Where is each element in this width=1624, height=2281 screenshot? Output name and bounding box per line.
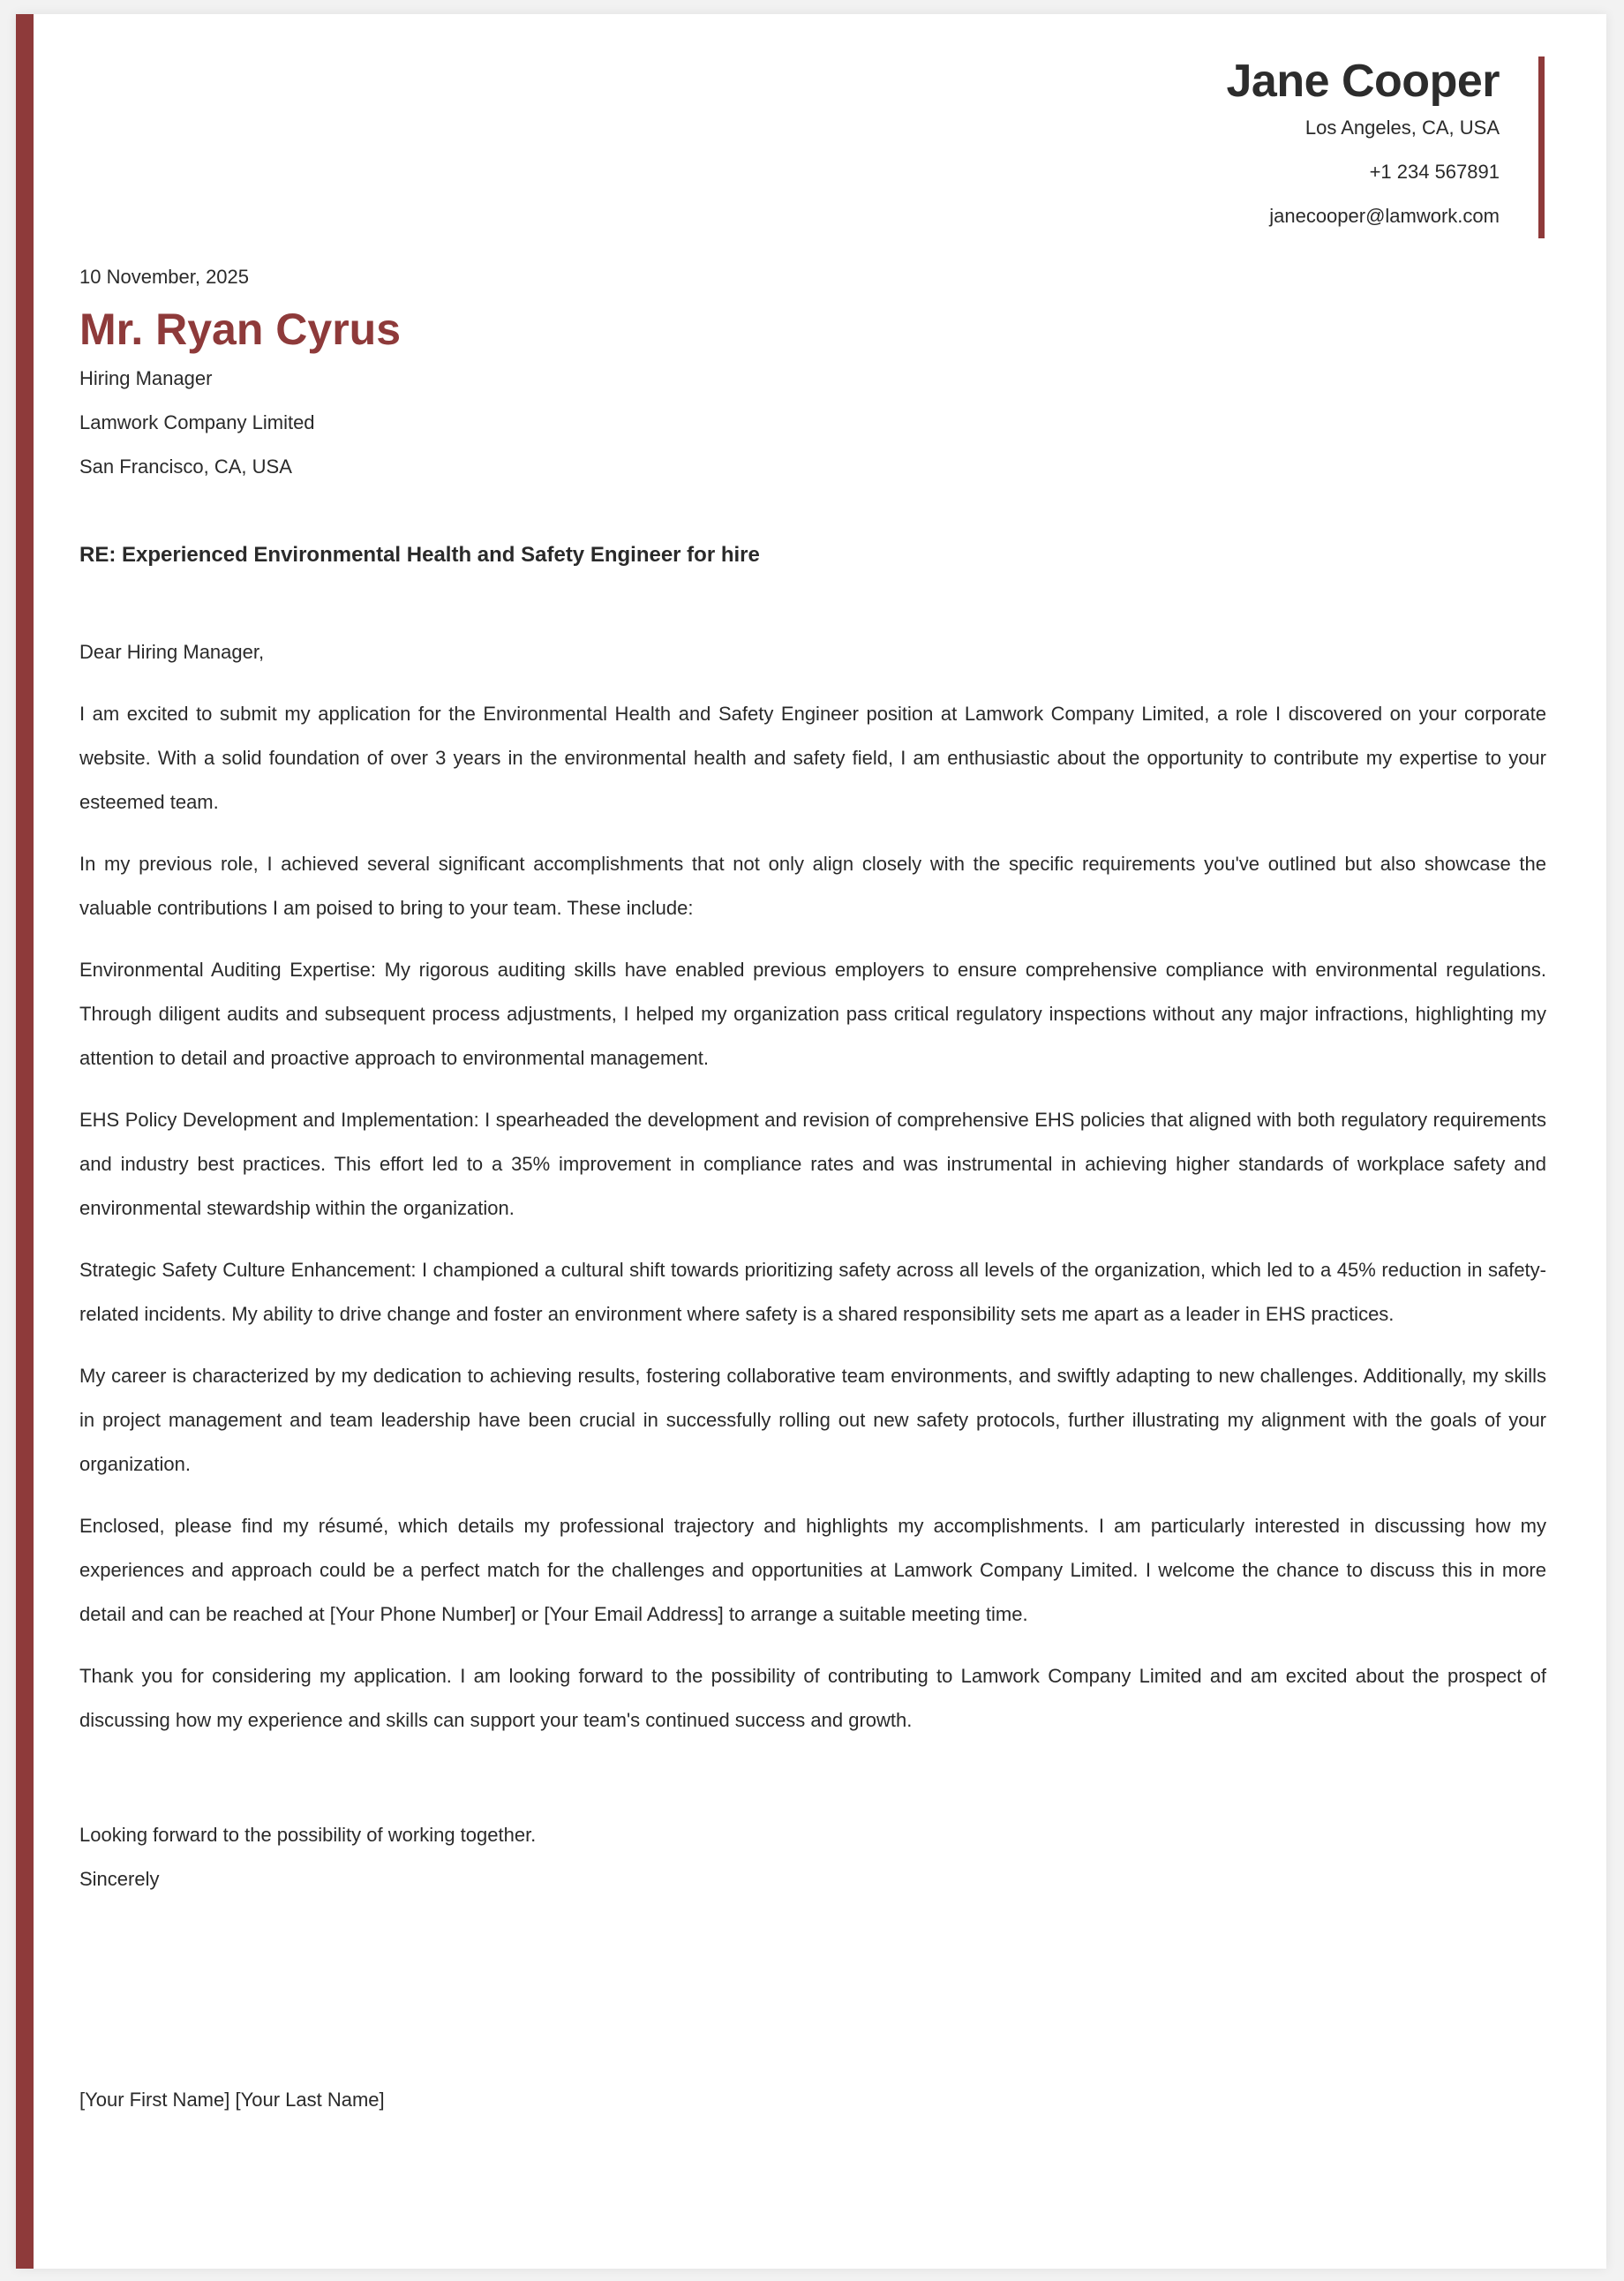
body-paragraph: In my previous role, I achieved several significant accomplishments that not only align closely with the specific requirements you've outlined but also showcase the valuable contributions I am poised to bring to your team. These include: [79, 853, 1546, 919]
signature-name: [Your First Name] [Your Last Name] [79, 2089, 385, 2111]
sign-off: Sincerely [79, 1868, 160, 1890]
body-paragraph: I am excited to submit my application for the Environmental Health and Safety Engineer position at Lamwork Company Limited, a role I discovered on your corporate website. With a solid foundation of over 3 years in the environmental health and safety field, I am enthusiastic about the opportunity to contribute my expertise to your esteemed team. [79, 703, 1546, 813]
body-paragraph: EHS Policy Development and Implementation: I spearheaded the development and revision of comprehensive EHS policies that aligned with both regulatory requirements and industry best practices. This effort led to a 35% improvement in compliance rates and was instrumental in achieving higher standards of workplace safety and environmental stewardship within the organization. [79, 1109, 1546, 1219]
letter-date: 10 November, 2025 [79, 266, 250, 288]
sender-email: janecooper@lamwork.com [1269, 205, 1500, 228]
sender-phone: +1 234 567891 [1369, 161, 1500, 184]
subject-line: RE: Experienced Environmental Health and Safety Engineer for hire [79, 543, 760, 567]
body-paragraph: Strategic Safety Culture Enhancement: I championed a cultural shift towards prioritizing safety across all levels of the organization, which led to a 45% reduction in safety-related incidents. My ability to drive change and foster an environment where safety is a shared responsibility sets me apart as a leader in EHS practices. [79, 1259, 1546, 1325]
body-paragraph: My career is characterized by my dedication to achieving results, fostering collaborative team environments, and swiftly adapting to new challenges. Additionally, my skills in project management and team leadership have been crucial in successfully rolling out new safety protocols, further illustrating my alignment with the goals of your organization. [79, 1365, 1546, 1475]
accent-sidebar-bar [16, 14, 34, 2269]
sender-location: Los Angeles, CA, USA [1304, 117, 1500, 139]
recipient-name: Mr. Ryan Cyrus [79, 305, 402, 354]
sender-header [705, 56, 1545, 238]
recipient-location: San Francisco, CA, USA [79, 455, 292, 478]
body-paragraph: Enclosed, please find my résumé, which details my professional trajectory and highlights my accomplishments. I am particularly interested in discussing how my experiences and approach could be a perfect match for the challenges and opportunities at Lamwork Company Limited. I welcome the chance to discuss this in more detail and can be reached at [Your Phone Number] or [Your Email Address] to arrange a suitable meeting time. [79, 1515, 1546, 1625]
letter-body [79, 260, 1546, 2122]
body-paragraph: Environmental Auditing Expertise: My rigorous auditing skills have enabled previous employers to ensure comprehensive compliance with environmental regulations. Through diligent audits and subsequent process adjustments, I helped my organization pass critical regulatory inspections without any major infractions, highlighting my attention to detail and proactive approach to environmental management. [79, 959, 1546, 1069]
closing-line: Looking forward to the possibility of working together. [79, 1824, 537, 1846]
sender-name: Jane Cooper [1226, 56, 1500, 107]
recipient-title: Hiring Manager [79, 367, 213, 389]
salutation: Dear Hiring Manager, [79, 641, 265, 663]
letter-page [16, 14, 1606, 2269]
body-paragraph: Thank you for considering my application. I am looking forward to the possibility of contributing to Lamwork Company Limited and am excited about the prospect of discussing how my experience and skills can support your team's continued success and growth. [79, 1665, 1546, 1731]
recipient-company: Lamwork Company Limited [79, 411, 315, 433]
